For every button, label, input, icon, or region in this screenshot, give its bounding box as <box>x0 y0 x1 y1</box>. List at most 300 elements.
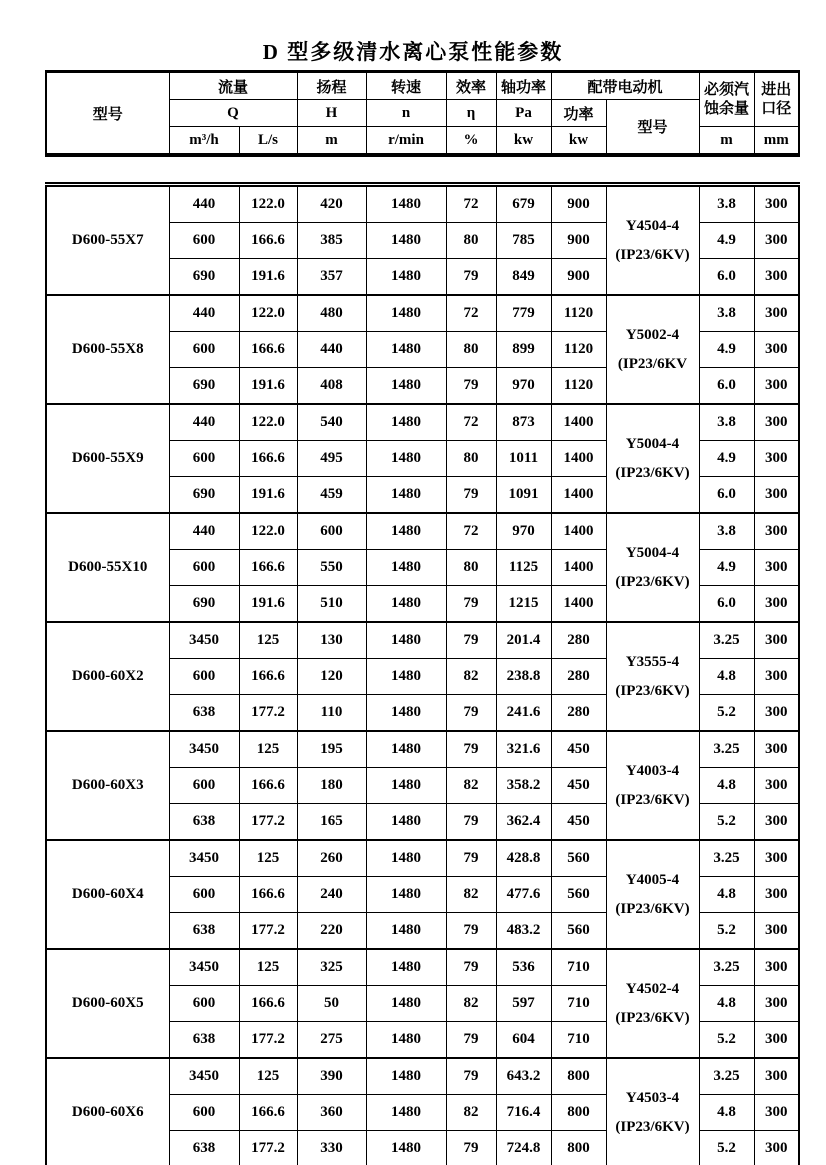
header-flow-unit-ls: L/s <box>239 127 297 156</box>
flow-m3h-cell: 3450 <box>169 949 239 986</box>
header-speed-symbol: n <box>366 100 446 127</box>
table-body <box>46 185 799 1165</box>
flow-m3h-cell: 638 <box>169 804 239 841</box>
port-cell: 300 <box>754 1131 799 1165</box>
shaft-power-cell: 716.4 <box>496 1095 551 1131</box>
flow-m3h-cell: 638 <box>169 1022 239 1059</box>
flow-m3h-cell: 440 <box>169 404 239 441</box>
efficiency-cell: 79 <box>446 1022 496 1059</box>
shaft-power-cell: 1091 <box>496 477 551 514</box>
speed-cell: 1480 <box>366 586 446 623</box>
motor-model-cell <box>606 295 699 404</box>
port-cell: 300 <box>754 986 799 1022</box>
port-cell: 300 <box>754 840 799 877</box>
motor-power-cell: 710 <box>551 949 606 986</box>
motor-power-cell: 280 <box>551 695 606 732</box>
efficiency-cell: 79 <box>446 259 496 296</box>
npsh-cell: 5.2 <box>699 913 754 950</box>
header-port-label-line2: 口径 <box>761 100 792 117</box>
motor-model-cell <box>606 731 699 840</box>
flow-ls-cell: 177.2 <box>239 913 297 950</box>
efficiency-cell: 79 <box>446 622 496 659</box>
flow-ls-cell: 122.0 <box>239 185 297 223</box>
flow-ls-cell: 125 <box>239 840 297 877</box>
pump-model-cell: D600-60X3 <box>46 731 169 840</box>
efficiency-cell: 79 <box>446 949 496 986</box>
motor-model-line1: Y4502-4 <box>625 981 680 997</box>
motor-power-cell: 710 <box>551 986 606 1022</box>
speed-cell: 1480 <box>366 550 446 586</box>
port-cell: 300 <box>754 441 799 477</box>
npsh-cell: 6.0 <box>699 586 754 623</box>
port-cell: 300 <box>754 622 799 659</box>
flow-ls-cell: 122.0 <box>239 295 297 332</box>
speed-cell: 1480 <box>366 1095 446 1131</box>
flow-m3h-cell: 638 <box>169 913 239 950</box>
motor-model-line2: (IP23/6KV) <box>615 791 690 808</box>
header-flow-symbol: Q <box>169 100 297 127</box>
flow-ls-cell: 191.6 <box>239 259 297 296</box>
efficiency-cell: 72 <box>446 513 496 550</box>
npsh-cell: 3.8 <box>699 404 754 441</box>
speed-cell: 1480 <box>366 295 446 332</box>
table-row <box>46 513 799 550</box>
npsh-cell: 3.25 <box>699 1058 754 1095</box>
motor-power-cell: 450 <box>551 731 606 768</box>
port-cell: 300 <box>754 404 799 441</box>
npsh-cell: 4.8 <box>699 1095 754 1131</box>
shaft-power-cell: 970 <box>496 368 551 405</box>
flow-ls-cell: 166.6 <box>239 223 297 259</box>
shaft-power-cell: 477.6 <box>496 877 551 913</box>
motor-power-cell: 280 <box>551 622 606 659</box>
flow-m3h-cell: 600 <box>169 768 239 804</box>
header-port-label <box>754 72 799 127</box>
speed-cell: 1480 <box>366 477 446 514</box>
speed-cell: 1480 <box>366 1058 446 1095</box>
flow-m3h-cell: 600 <box>169 223 239 259</box>
speed-cell: 1480 <box>366 368 446 405</box>
motor-model-line2: (IP23/6KV) <box>615 900 690 917</box>
header-head-label: 扬程 <box>297 72 366 100</box>
head-cell: 357 <box>297 259 366 296</box>
npsh-cell: 5.2 <box>699 804 754 841</box>
motor-model-line2: (IP23/6KV) <box>615 682 690 699</box>
head-cell: 480 <box>297 295 366 332</box>
port-cell: 300 <box>754 731 799 768</box>
motor-model-line2: (IP23/6KV) <box>615 1118 690 1135</box>
flow-ls-cell: 177.2 <box>239 1131 297 1165</box>
motor-model-line1: Y5004-4 <box>625 545 680 561</box>
motor-power-cell: 1120 <box>551 332 606 368</box>
efficiency-cell: 79 <box>446 368 496 405</box>
header-efficiency-label: 效率 <box>446 72 496 100</box>
motor-power-cell: 1120 <box>551 368 606 405</box>
shaft-power-cell: 241.6 <box>496 695 551 732</box>
motor-model-line2: (IP23/6KV) <box>615 246 690 263</box>
head-cell: 165 <box>297 804 366 841</box>
motor-power-cell: 710 <box>551 1022 606 1059</box>
head-cell: 495 <box>297 441 366 477</box>
speed-cell: 1480 <box>366 986 446 1022</box>
speed-cell: 1480 <box>366 659 446 695</box>
flow-m3h-cell: 440 <box>169 513 239 550</box>
shaft-power-cell: 428.8 <box>496 840 551 877</box>
motor-model-line1: Y5002-4 <box>625 327 680 343</box>
flow-m3h-cell: 600 <box>169 550 239 586</box>
flow-m3h-cell: 3450 <box>169 1058 239 1095</box>
flow-ls-cell: 125 <box>239 949 297 986</box>
flow-m3h-cell: 690 <box>169 259 239 296</box>
motor-model-cell <box>606 185 699 296</box>
efficiency-cell: 72 <box>446 185 496 223</box>
motor-model-cell <box>606 840 699 949</box>
header-port-unit: mm <box>754 127 799 156</box>
header-motor-model-label: 型号 <box>606 100 699 156</box>
motor-power-cell: 1400 <box>551 513 606 550</box>
npsh-cell: 4.8 <box>699 659 754 695</box>
motor-power-cell: 1400 <box>551 441 606 477</box>
npsh-cell: 6.0 <box>699 259 754 296</box>
port-cell: 300 <box>754 1058 799 1095</box>
flow-m3h-cell: 600 <box>169 1095 239 1131</box>
efficiency-cell: 82 <box>446 1095 496 1131</box>
port-cell: 300 <box>754 185 799 223</box>
motor-model-line1: Y4504-4 <box>625 218 680 234</box>
pump-model-cell: D600-55X10 <box>46 513 169 622</box>
flow-ls-cell: 166.6 <box>239 659 297 695</box>
header-efficiency-unit: % <box>446 127 496 156</box>
table-row <box>46 949 799 986</box>
flow-m3h-cell: 3450 <box>169 622 239 659</box>
head-cell: 600 <box>297 513 366 550</box>
shaft-power-cell: 779 <box>496 295 551 332</box>
npsh-cell: 4.8 <box>699 768 754 804</box>
port-cell: 300 <box>754 259 799 296</box>
flow-ls-cell: 122.0 <box>239 513 297 550</box>
motor-power-cell: 1400 <box>551 586 606 623</box>
head-cell: 330 <box>297 1131 366 1165</box>
shaft-power-cell: 849 <box>496 259 551 296</box>
motor-power-cell: 800 <box>551 1131 606 1165</box>
shaft-power-cell: 643.2 <box>496 1058 551 1095</box>
speed-cell: 1480 <box>366 441 446 477</box>
motor-power-cell: 800 <box>551 1058 606 1095</box>
flow-m3h-cell: 440 <box>169 295 239 332</box>
npsh-cell: 5.2 <box>699 695 754 732</box>
port-cell: 300 <box>754 223 799 259</box>
head-cell: 408 <box>297 368 366 405</box>
flow-m3h-cell: 3450 <box>169 731 239 768</box>
speed-cell: 1480 <box>366 804 446 841</box>
head-cell: 195 <box>297 731 366 768</box>
header-flow-label: 流量 <box>169 72 297 100</box>
flow-ls-cell: 166.6 <box>239 986 297 1022</box>
flow-ls-cell: 166.6 <box>239 332 297 368</box>
npsh-cell: 4.8 <box>699 986 754 1022</box>
motor-power-cell: 800 <box>551 1095 606 1131</box>
port-cell: 300 <box>754 949 799 986</box>
motor-power-cell: 450 <box>551 768 606 804</box>
efficiency-cell: 82 <box>446 768 496 804</box>
shaft-power-cell: 536 <box>496 949 551 986</box>
efficiency-cell: 79 <box>446 477 496 514</box>
shaft-power-cell: 724.8 <box>496 1131 551 1165</box>
head-cell: 110 <box>297 695 366 732</box>
efficiency-cell: 79 <box>446 840 496 877</box>
head-cell: 440 <box>297 332 366 368</box>
shaft-power-cell: 362.4 <box>496 804 551 841</box>
motor-model-line1: Y5004-4 <box>625 436 680 452</box>
npsh-cell: 5.2 <box>699 1131 754 1165</box>
flow-m3h-cell: 600 <box>169 441 239 477</box>
motor-power-cell: 900 <box>551 259 606 296</box>
efficiency-cell: 80 <box>446 223 496 259</box>
shaft-power-cell: 785 <box>496 223 551 259</box>
port-cell: 300 <box>754 877 799 913</box>
motor-model-line2: (IP23/6KV) <box>615 1009 690 1026</box>
npsh-cell: 4.9 <box>699 441 754 477</box>
head-cell: 325 <box>297 949 366 986</box>
efficiency-cell: 79 <box>446 1131 496 1165</box>
motor-model-line1: Y4005-4 <box>625 872 680 888</box>
motor-model-cell <box>606 622 699 731</box>
flow-ls-cell: 177.2 <box>239 695 297 732</box>
port-cell: 300 <box>754 332 799 368</box>
efficiency-cell: 82 <box>446 877 496 913</box>
npsh-cell: 4.9 <box>699 332 754 368</box>
npsh-cell: 3.25 <box>699 731 754 768</box>
pump-model-cell: D600-55X9 <box>46 404 169 513</box>
header-port-label-line1: 进出 <box>761 81 792 98</box>
npsh-cell: 6.0 <box>699 368 754 405</box>
npsh-cell: 3.25 <box>699 622 754 659</box>
speed-cell: 1480 <box>366 949 446 986</box>
efficiency-cell: 79 <box>446 695 496 732</box>
motor-model-cell <box>606 404 699 513</box>
npsh-cell: 3.8 <box>699 185 754 223</box>
motor-power-cell: 1400 <box>551 477 606 514</box>
efficiency-cell: 82 <box>446 659 496 695</box>
flow-m3h-cell: 690 <box>169 477 239 514</box>
motor-model-line2: (IP23/6KV <box>617 355 688 372</box>
pump-model-cell: D600-60X4 <box>46 840 169 949</box>
performance-data-table <box>45 182 800 1165</box>
npsh-cell: 4.9 <box>699 223 754 259</box>
efficiency-cell: 79 <box>446 586 496 623</box>
header-shaft-power-symbol: Pa <box>496 100 551 127</box>
header-speed-unit: r/min <box>366 127 446 156</box>
speed-cell: 1480 <box>366 332 446 368</box>
flow-m3h-cell: 600 <box>169 986 239 1022</box>
page-title: D 型多级清水离心泵性能参数 <box>262 40 564 64</box>
speed-cell: 1480 <box>366 622 446 659</box>
shaft-power-cell: 321.6 <box>496 731 551 768</box>
head-cell: 540 <box>297 404 366 441</box>
head-cell: 459 <box>297 477 366 514</box>
port-cell: 300 <box>754 913 799 950</box>
npsh-cell: 3.25 <box>699 840 754 877</box>
port-cell: 300 <box>754 1095 799 1131</box>
shaft-power-cell: 899 <box>496 332 551 368</box>
flow-m3h-cell: 440 <box>169 185 239 223</box>
table-row <box>46 185 799 223</box>
efficiency-cell: 80 <box>446 441 496 477</box>
motor-power-cell: 900 <box>551 185 606 223</box>
table-row <box>46 295 799 332</box>
flow-ls-cell: 125 <box>239 1058 297 1095</box>
efficiency-cell: 72 <box>446 295 496 332</box>
motor-power-cell: 1120 <box>551 295 606 332</box>
shaft-power-cell: 1011 <box>496 441 551 477</box>
efficiency-cell: 72 <box>446 404 496 441</box>
speed-cell: 1480 <box>366 513 446 550</box>
flow-ls-cell: 191.6 <box>239 477 297 514</box>
speed-cell: 1480 <box>366 185 446 223</box>
header-motor-label: 配带电动机 <box>551 72 699 100</box>
flow-ls-cell: 177.2 <box>239 804 297 841</box>
header-npsh-label-line1: 必须汽 <box>704 81 750 98</box>
table-row <box>46 1058 799 1095</box>
motor-power-cell: 560 <box>551 877 606 913</box>
shaft-power-cell: 604 <box>496 1022 551 1059</box>
port-cell: 300 <box>754 695 799 732</box>
head-cell: 180 <box>297 768 366 804</box>
npsh-cell: 6.0 <box>699 477 754 514</box>
shaft-power-cell: 201.4 <box>496 622 551 659</box>
head-cell: 240 <box>297 877 366 913</box>
efficiency-cell: 79 <box>446 1058 496 1095</box>
shaft-power-cell: 1125 <box>496 550 551 586</box>
npsh-cell: 3.8 <box>699 295 754 332</box>
flow-ls-cell: 166.6 <box>239 877 297 913</box>
header-head-unit: m <box>297 127 366 156</box>
port-cell: 300 <box>754 550 799 586</box>
header-table <box>45 70 800 157</box>
speed-cell: 1480 <box>366 259 446 296</box>
flow-ls-cell: 191.6 <box>239 368 297 405</box>
npsh-cell: 4.9 <box>699 550 754 586</box>
head-cell: 550 <box>297 550 366 586</box>
flow-ls-cell: 177.2 <box>239 1022 297 1059</box>
motor-power-cell: 560 <box>551 913 606 950</box>
motor-power-cell: 450 <box>551 804 606 841</box>
flow-m3h-cell: 638 <box>169 695 239 732</box>
header-motor-power-label: 功率 <box>551 100 606 127</box>
motor-model-line1: Y4003-4 <box>625 763 680 779</box>
flow-ls-cell: 166.6 <box>239 550 297 586</box>
npsh-cell: 3.25 <box>699 949 754 986</box>
shaft-power-cell: 679 <box>496 185 551 223</box>
flow-m3h-cell: 600 <box>169 332 239 368</box>
shaft-power-cell: 238.8 <box>496 659 551 695</box>
flow-m3h-cell: 690 <box>169 368 239 405</box>
table-row <box>46 622 799 659</box>
head-cell: 275 <box>297 1022 366 1059</box>
motor-power-cell: 1400 <box>551 404 606 441</box>
motor-model-cell <box>606 513 699 622</box>
flow-m3h-cell: 3450 <box>169 840 239 877</box>
speed-cell: 1480 <box>366 1022 446 1059</box>
efficiency-cell: 82 <box>446 986 496 1022</box>
speed-cell: 1480 <box>366 404 446 441</box>
speed-cell: 1480 <box>366 731 446 768</box>
speed-cell: 1480 <box>366 695 446 732</box>
flow-m3h-cell: 690 <box>169 586 239 623</box>
efficiency-cell: 79 <box>446 731 496 768</box>
flow-ls-cell: 125 <box>239 622 297 659</box>
efficiency-cell: 80 <box>446 550 496 586</box>
motor-model-cell <box>606 949 699 1058</box>
table-row <box>46 731 799 768</box>
shaft-power-cell: 1215 <box>496 586 551 623</box>
header-npsh-label <box>699 72 754 127</box>
shaft-power-cell: 597 <box>496 986 551 1022</box>
efficiency-cell: 79 <box>446 913 496 950</box>
header-head-symbol: H <box>297 100 366 127</box>
motor-power-cell: 1400 <box>551 550 606 586</box>
flow-ls-cell: 166.6 <box>239 1095 297 1131</box>
header-shaft-power-label: 轴功率 <box>496 72 551 100</box>
pump-model-cell: D600-55X8 <box>46 295 169 404</box>
port-cell: 300 <box>754 295 799 332</box>
speed-cell: 1480 <box>366 840 446 877</box>
pump-model-cell: D600-60X6 <box>46 1058 169 1165</box>
port-cell: 300 <box>754 768 799 804</box>
speed-cell: 1480 <box>366 768 446 804</box>
header-flow-unit-m3h: m³/h <box>169 127 239 156</box>
speed-cell: 1480 <box>366 223 446 259</box>
header-npsh-unit: m <box>699 127 754 156</box>
shaft-power-cell: 873 <box>496 404 551 441</box>
port-cell: 300 <box>754 368 799 405</box>
pump-model-cell: D600-60X5 <box>46 949 169 1058</box>
npsh-cell: 4.8 <box>699 877 754 913</box>
motor-model-line2: (IP23/6KV) <box>615 464 690 481</box>
flow-m3h-cell: 600 <box>169 877 239 913</box>
pump-model-cell: D600-60X2 <box>46 622 169 731</box>
flow-ls-cell: 191.6 <box>239 586 297 623</box>
port-cell: 300 <box>754 1022 799 1059</box>
shaft-power-cell: 358.2 <box>496 768 551 804</box>
flow-ls-cell: 125 <box>239 731 297 768</box>
port-cell: 300 <box>754 659 799 695</box>
head-cell: 385 <box>297 223 366 259</box>
header-npsh-label-line2: 蚀余量 <box>704 100 750 117</box>
shaft-power-cell: 483.2 <box>496 913 551 950</box>
header-shaft-power-unit: kw <box>496 127 551 156</box>
flow-ls-cell: 166.6 <box>239 441 297 477</box>
head-cell: 420 <box>297 185 366 223</box>
head-cell: 260 <box>297 840 366 877</box>
port-cell: 300 <box>754 513 799 550</box>
motor-power-cell: 900 <box>551 223 606 259</box>
header-model-label: 型号 <box>46 72 169 156</box>
header-efficiency-symbol: η <box>446 100 496 127</box>
head-cell: 510 <box>297 586 366 623</box>
npsh-cell: 5.2 <box>699 1022 754 1059</box>
speed-cell: 1480 <box>366 877 446 913</box>
table-row <box>46 404 799 441</box>
flow-m3h-cell: 600 <box>169 659 239 695</box>
efficiency-cell: 79 <box>446 804 496 841</box>
table-row <box>46 840 799 877</box>
npsh-cell: 3.8 <box>699 513 754 550</box>
motor-model-line1: Y4503-4 <box>625 1090 680 1106</box>
pump-model-cell: D600-55X7 <box>46 185 169 296</box>
motor-power-cell: 280 <box>551 659 606 695</box>
port-cell: 300 <box>754 477 799 514</box>
